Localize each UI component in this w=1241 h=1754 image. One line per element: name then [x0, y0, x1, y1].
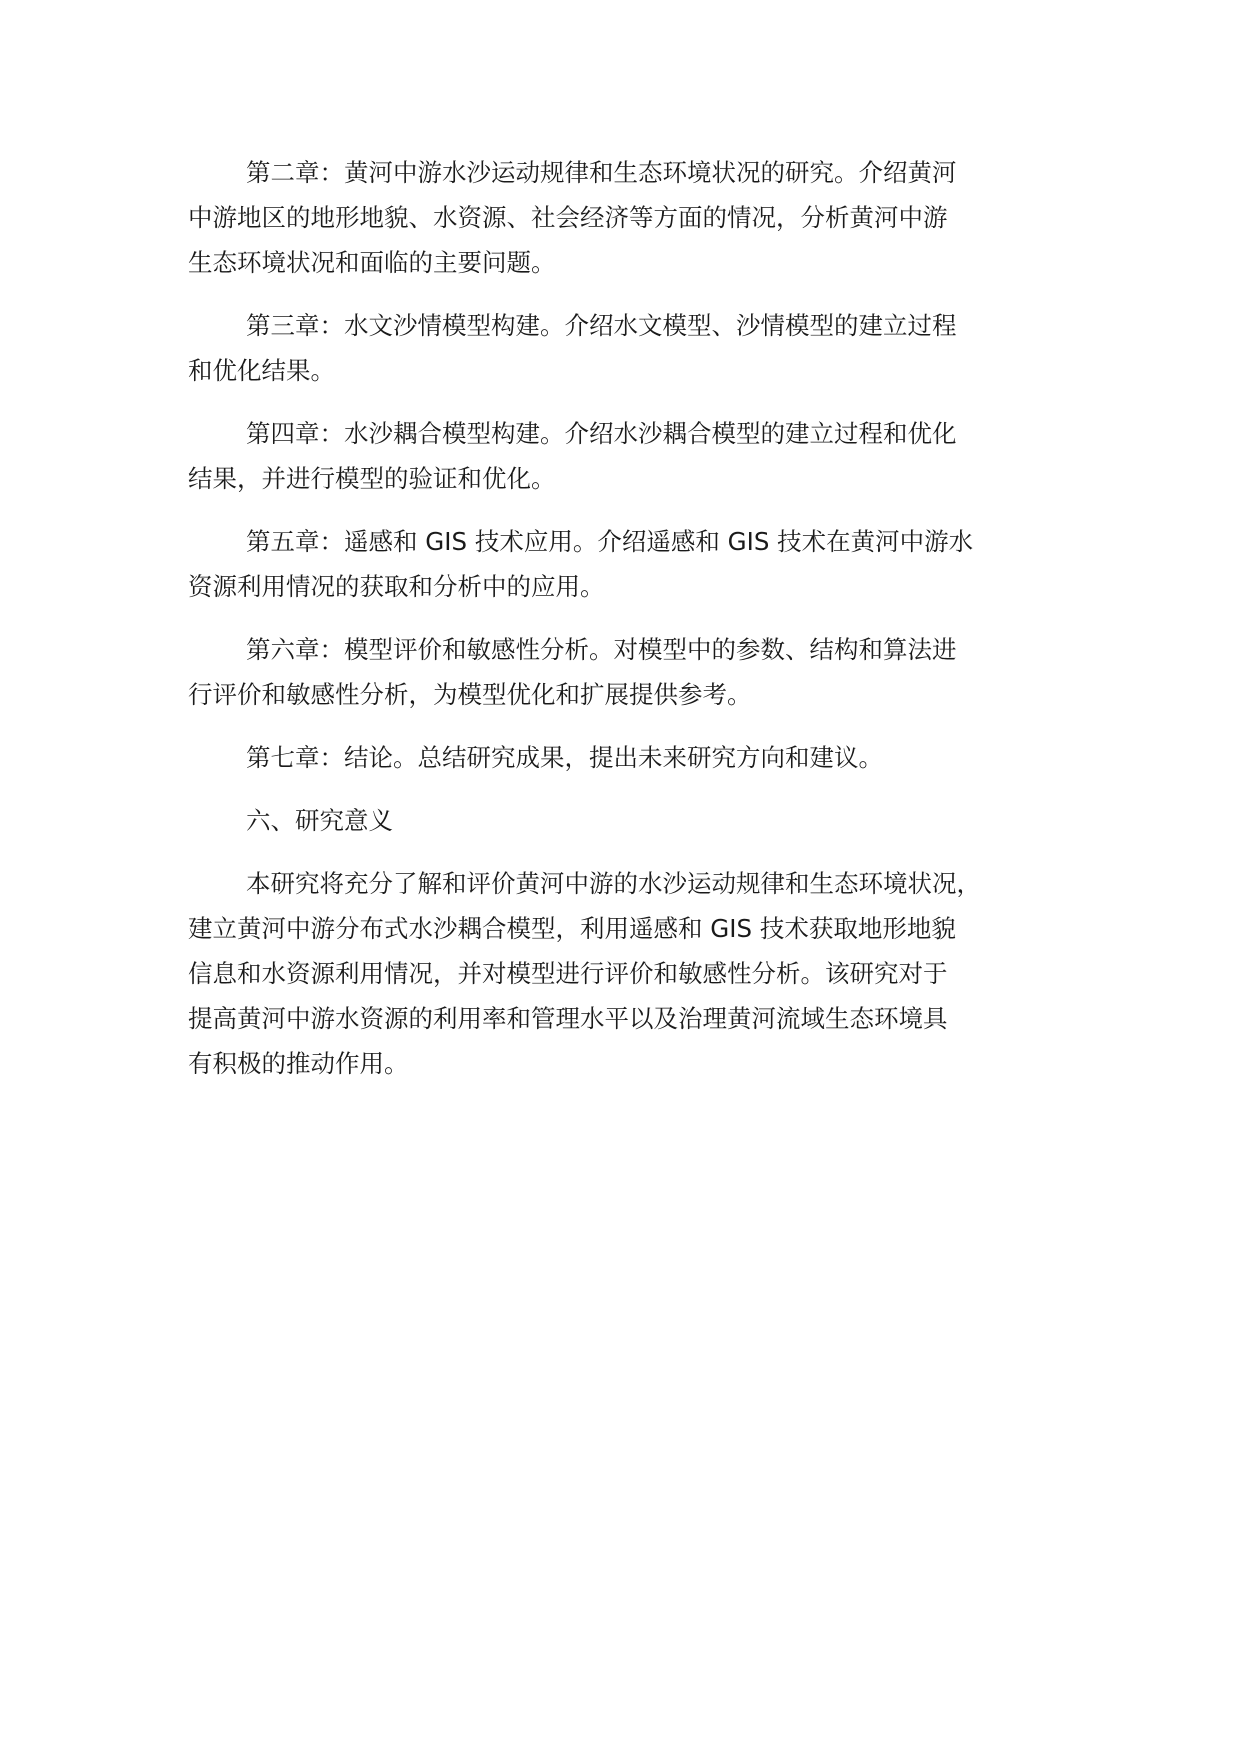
text-line: 生态环境状况和面临的主要问题。	[188, 248, 556, 277]
text-line: 提高黄河中游水资源的利用率和管理水平以及治理黄河流域生态环境具	[188, 1004, 948, 1033]
text-line: 资源利用情况的获取和分析中的应用。	[188, 572, 605, 601]
text-line: 建立黄河中游分布式水沙耦合模型，利用遥感和 GIS 技术获取地形地貌	[188, 914, 956, 943]
heading-text: 六、研究意义	[246, 806, 393, 835]
document-body	[188, 150, 1088, 1104]
text-line: 第六章：模型评价和敏感性分析。对模型中的参数、结构和算法进	[246, 635, 957, 664]
section-heading	[188, 798, 1088, 843]
text-line: 第二章：黄河中游水沙运动规律和生态环境状况的研究。介绍黄河	[246, 158, 957, 187]
paragraph-chapter-6	[188, 627, 1088, 717]
text-line: 本研究将充分了解和评价黄河中游的水沙运动规律和生态环境状况，	[246, 869, 981, 898]
text-line: 第三章：水文沙情模型构建。介绍水文模型、沙情模型的建立过程	[246, 311, 957, 340]
text-line: 中游地区的地形地貌、水资源、社会经济等方面的情况，分析黄河中游	[188, 203, 948, 232]
text-line: 第五章：遥感和 GIS 技术应用。介绍遥感和 GIS 技术在黄河中游水	[246, 527, 974, 556]
paragraph-chapter-2	[188, 150, 1088, 285]
text-line: 和优化结果。	[188, 356, 335, 385]
text-line: 行评价和敏感性分析，为模型优化和扩展提供参考。	[188, 680, 752, 709]
paragraph-chapter-4	[188, 411, 1088, 501]
text-line: 第四章：水沙耦合模型构建。介绍水沙耦合模型的建立过程和优化	[246, 419, 957, 448]
paragraph-chapter-7	[188, 735, 1088, 780]
text-line: 信息和水资源利用情况，并对模型进行评价和敏感性分析。该研究对于	[188, 959, 948, 988]
text-line: 有积极的推动作用。	[188, 1049, 409, 1078]
text-line: 第七章：结论。总结研究成果，提出未来研究方向和建议。	[246, 743, 883, 772]
text-line: 结果，并进行模型的验证和优化。	[188, 464, 556, 493]
paragraph-chapter-3	[188, 303, 1088, 393]
paragraph-chapter-5	[188, 519, 1088, 609]
paragraph-significance	[188, 861, 1088, 1086]
